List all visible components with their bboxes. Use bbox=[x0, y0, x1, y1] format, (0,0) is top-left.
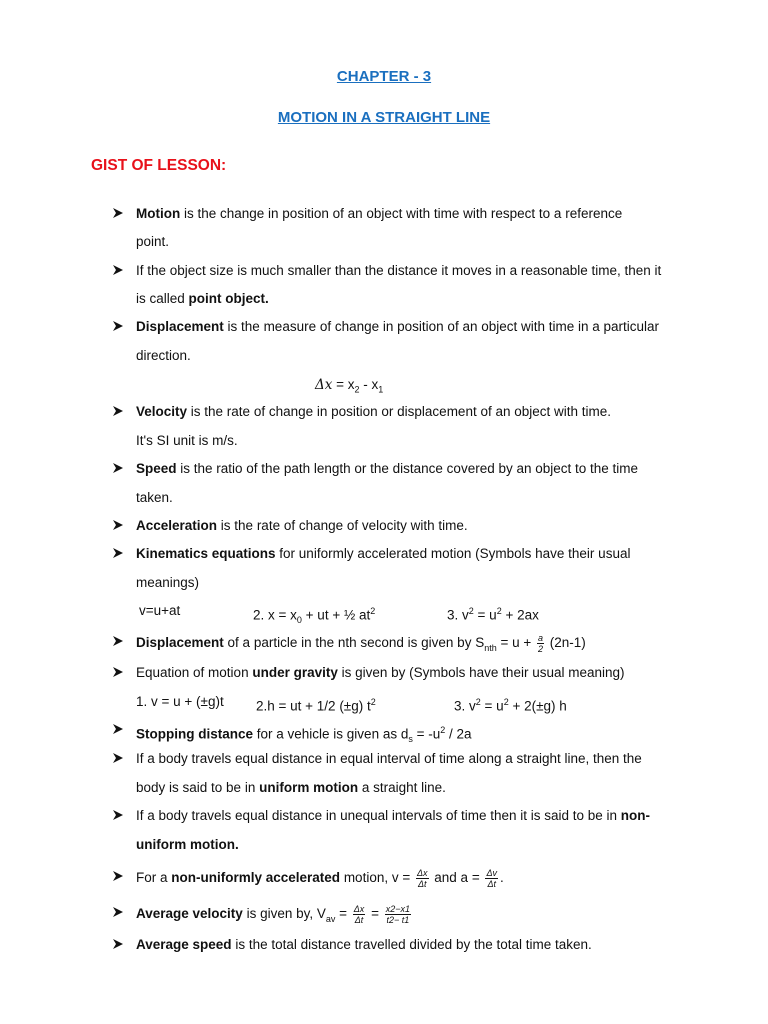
eq-part: . bbox=[500, 870, 504, 886]
gravity-eq-1 bbox=[136, 693, 224, 711]
term-point-object: point object. bbox=[188, 291, 269, 306]
non-uniform-acc-line bbox=[136, 868, 504, 889]
subscript: nth bbox=[484, 642, 497, 653]
average-velocity-line bbox=[136, 904, 413, 928]
stopping-text: for a vehicle is given as d bbox=[253, 726, 409, 742]
arrowhead-bullet-icon bbox=[112, 938, 126, 952]
subscript: 0 bbox=[296, 615, 302, 626]
eq-part: + 2ax bbox=[501, 607, 539, 623]
motion-text-cont: point. bbox=[136, 234, 170, 249]
gravity-eq-3 bbox=[454, 693, 567, 716]
frac-den: t2− t1 bbox=[386, 915, 410, 925]
eq-part: 3. v bbox=[454, 698, 476, 714]
speed-text-cont: taken. bbox=[136, 490, 173, 505]
fraction-x2x1-t2t1 bbox=[385, 904, 411, 925]
eq-part: and a = bbox=[430, 870, 484, 886]
superscript: 2 bbox=[475, 697, 481, 707]
fraction-dv-dt bbox=[485, 868, 498, 889]
fraction-dx-dt-2 bbox=[353, 904, 366, 925]
acceleration-text: is the rate of change of velocity with time. bbox=[217, 518, 468, 533]
avg-speed-text: is the total distance travelled divided by the total time taken. bbox=[231, 937, 592, 952]
term-stopping-distance: Stopping distance bbox=[136, 726, 254, 742]
speed-line-1 bbox=[136, 460, 638, 478]
term-acceleration: Acceleration bbox=[136, 518, 218, 533]
nth-second-line bbox=[136, 633, 586, 657]
frac-num: Δx bbox=[416, 868, 428, 878]
uniform-line-2 bbox=[136, 779, 446, 797]
frac-num: Δv bbox=[486, 868, 497, 878]
superscript: 2 bbox=[370, 697, 376, 707]
arrowhead-bullet-icon bbox=[112, 320, 126, 334]
arrowhead-bullet-icon bbox=[112, 752, 126, 766]
velocity-unit: It's SI unit is m/s. bbox=[136, 433, 238, 448]
motion-text: is the change in position of an object with time with respect to a reference bbox=[180, 206, 623, 221]
superscript: 2 bbox=[440, 725, 446, 735]
arrowhead-bullet-icon bbox=[112, 462, 126, 476]
kinematics-line-1 bbox=[136, 545, 630, 563]
displacement-text-cont: direction. bbox=[136, 348, 191, 363]
term-displacement: Displacement bbox=[136, 319, 224, 334]
eq-part: = u bbox=[480, 698, 504, 714]
arrowhead-bullet-icon bbox=[112, 405, 126, 419]
term-speed: Speed bbox=[136, 461, 177, 476]
superscript: 2 bbox=[503, 697, 509, 707]
eq-part: 2. x = x bbox=[253, 607, 297, 623]
arrowhead-bullet-icon bbox=[112, 264, 126, 278]
arrowhead-bullet-icon bbox=[112, 207, 126, 221]
motion-line-2 bbox=[136, 233, 169, 251]
delta-x: Δx bbox=[315, 377, 333, 393]
arrowhead-bullet-icon bbox=[112, 906, 126, 920]
term-non-uniformly-accelerated: non-uniformly accelerated bbox=[171, 870, 341, 886]
velocity-text: is the rate of change in position or displacement of an object with time. bbox=[187, 404, 612, 419]
superscript: 2 bbox=[496, 606, 502, 616]
arrowhead-bullet-icon bbox=[112, 666, 126, 680]
eq-part: 2.h = ut + 1/2 (±g) t bbox=[256, 698, 371, 714]
displacement-line-1 bbox=[136, 318, 659, 336]
kinematics-text-cont: meanings) bbox=[136, 575, 200, 590]
kinematics-eq-2 bbox=[253, 602, 375, 629]
term-motion: Motion bbox=[136, 206, 181, 221]
acceleration-line bbox=[136, 517, 468, 535]
non-uniform-line-2 bbox=[136, 836, 239, 854]
displacement-line-2 bbox=[136, 347, 191, 365]
point-object-line-1 bbox=[136, 262, 661, 280]
frac-den: Δt bbox=[417, 879, 427, 889]
arrowhead-bullet-icon bbox=[112, 635, 126, 649]
superscript: 2 bbox=[370, 606, 376, 616]
point-object-line-2 bbox=[136, 290, 269, 308]
eq-part: + 2(±g) h bbox=[508, 698, 567, 714]
velocity-line-2 bbox=[136, 432, 238, 450]
eq-part: - x bbox=[359, 377, 379, 392]
gist-heading: GIST OF LESSON: bbox=[91, 157, 227, 174]
arrowhead-bullet-icon bbox=[112, 723, 126, 737]
arrowhead-bullet-icon bbox=[112, 809, 126, 823]
eq-part: + ut + ½ at bbox=[301, 607, 371, 623]
nua-text: For a bbox=[136, 870, 172, 886]
term-kinematics: Kinematics equations bbox=[136, 546, 276, 561]
term-uniform-motion: uniform motion bbox=[259, 780, 359, 795]
term-velocity: Velocity bbox=[136, 404, 188, 419]
term-average-velocity: Average velocity bbox=[136, 906, 243, 922]
eq-part: = bbox=[335, 906, 351, 922]
arrowhead-bullet-icon bbox=[112, 547, 126, 561]
kinematics-line-2 bbox=[136, 574, 199, 592]
avg-velocity-text: is given by, V bbox=[242, 906, 326, 922]
term-gravity: under gravity bbox=[252, 665, 338, 680]
kinematics-eq-1 bbox=[139, 602, 180, 620]
kinematics-text: for uniformly accelerated motion (Symbols have their usual bbox=[275, 546, 631, 561]
displacement-text: is the measure of change in position of an object with time in a particular bbox=[223, 319, 660, 334]
kinematics-eq-3 bbox=[447, 602, 539, 625]
arrowhead-bullet-icon bbox=[112, 870, 126, 884]
subscript: 2 bbox=[354, 384, 360, 395]
frac-num: a bbox=[538, 633, 544, 643]
average-speed-line bbox=[136, 936, 592, 954]
frac-den: 2 bbox=[538, 644, 544, 654]
uniform-text: If a body travels equal distance in equal interval of time along a straight line, then the bbox=[136, 751, 642, 766]
gravity-text: Equation of motion bbox=[136, 665, 253, 680]
motion-line-1 bbox=[136, 205, 622, 223]
eq-part: = u + bbox=[496, 635, 535, 651]
eq-1: v=u+at bbox=[139, 603, 181, 618]
displacement-equation bbox=[315, 376, 383, 399]
gravity-eq-2 bbox=[256, 693, 376, 716]
superscript: 2 bbox=[468, 606, 474, 616]
eq-part: = bbox=[367, 906, 383, 922]
fraction-dx-dt bbox=[416, 868, 429, 889]
fraction-a-over-2 bbox=[537, 633, 544, 654]
eq-part: = -u bbox=[412, 726, 441, 742]
velocity-line-1 bbox=[136, 403, 611, 421]
term-displacement-nth: Displacement bbox=[136, 635, 224, 651]
frac-den: Δt bbox=[487, 879, 496, 889]
eq-part: = x bbox=[332, 377, 355, 392]
eq-1: 1. v = u + (±g)t bbox=[136, 694, 224, 709]
chapter-title: MOTION IN A STRAIGHT LINE bbox=[277, 109, 491, 126]
term-average-speed: Average speed bbox=[136, 937, 232, 952]
subscript: av bbox=[325, 913, 336, 924]
term-non: non- bbox=[620, 808, 651, 823]
frac-num: x2−x1 bbox=[385, 904, 410, 914]
frac-den: Δt bbox=[354, 915, 364, 925]
eq-part: (2n-1) bbox=[546, 635, 586, 651]
gravity-line-1 bbox=[136, 664, 625, 682]
eq-part: = u bbox=[473, 607, 497, 623]
eq-part: motion, v = bbox=[340, 870, 414, 886]
speed-line-2 bbox=[136, 489, 173, 507]
chapter-number: CHAPTER - 3 bbox=[336, 68, 432, 85]
term-uniform-motion-2: uniform motion. bbox=[136, 837, 239, 852]
subscript: s bbox=[408, 734, 413, 745]
eq-part: / 2a bbox=[445, 726, 472, 742]
subscript: 1 bbox=[378, 384, 384, 395]
nth-text: of a particle in the nth second is given by S bbox=[223, 635, 485, 651]
point-object-text: If the object size is much smaller than the distance it moves in a reasonable time, then it bbox=[136, 263, 662, 278]
arrowhead-bullet-icon bbox=[112, 519, 126, 533]
gravity-text-cont: is given by (Symbols have their usual meaning) bbox=[337, 665, 625, 680]
non-uniform-text: If a body travels equal distance in unequal intervals of time then it is said to be in bbox=[136, 808, 621, 823]
point-object-text-cont: is called bbox=[136, 291, 189, 306]
speed-text: is the ratio of the path length or the distance covered by an object to the time bbox=[176, 461, 639, 476]
eq-part: 3. v bbox=[447, 607, 469, 623]
frac-num: Δx bbox=[353, 904, 365, 914]
stopping-distance-line bbox=[136, 721, 472, 748]
uniform-text-cont: body is said to be in bbox=[136, 780, 260, 795]
uniform-line-1 bbox=[136, 750, 642, 768]
uniform-text-end: a straight line. bbox=[358, 780, 446, 795]
non-uniform-line-1 bbox=[136, 807, 650, 825]
